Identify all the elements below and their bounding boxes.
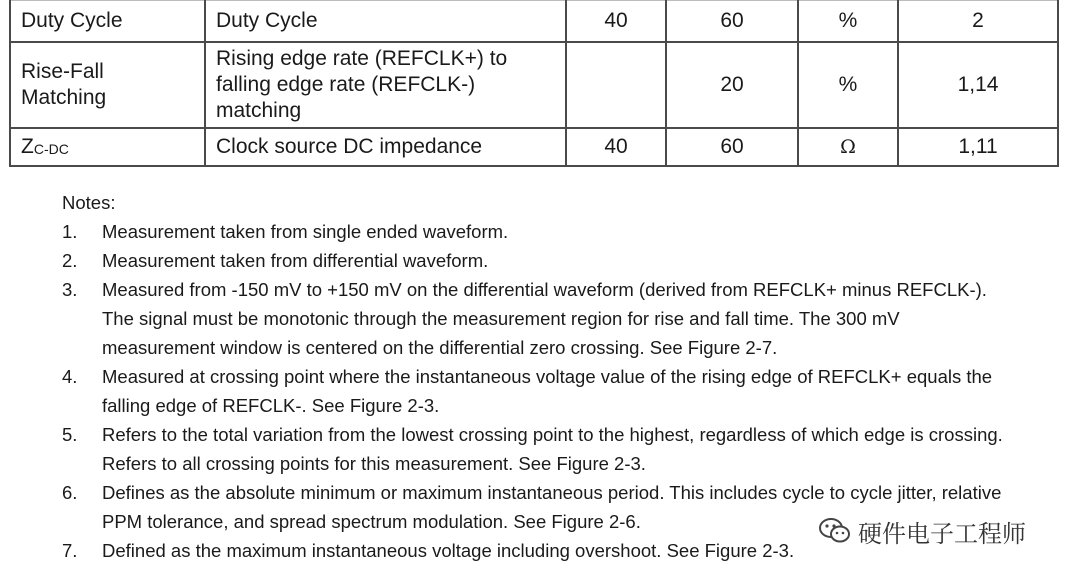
- min-cell: [566, 42, 666, 128]
- symbol-subscript: C-DC: [33, 141, 69, 157]
- note-number: 7.: [62, 540, 78, 561]
- notes-section: [62, 188, 1062, 565]
- note-number: 3.: [62, 279, 78, 300]
- note-item: [62, 362, 1032, 420]
- watermark: [818, 512, 1026, 550]
- note-text: Measurement taken from differential waveform.: [102, 250, 489, 271]
- description-cell: Duty Cycle: [205, 1, 566, 43]
- note-item: [62, 275, 1002, 362]
- description-cell: Clock source DC impedance: [205, 128, 566, 166]
- note-number: 2.: [62, 250, 78, 271]
- note-text: Defined as the maximum instantaneous voltage including overshoot. See Figure 2-3.: [102, 540, 795, 561]
- table-row: [10, 42, 1058, 128]
- unit-cell: Ω: [798, 128, 898, 166]
- note-number: 4.: [62, 366, 78, 387]
- description-cell: Rising edge rate (REFCLK+) to falling edge rate (REFCLK-) matching: [205, 42, 566, 128]
- max-cell: 60: [666, 1, 798, 43]
- note-text: Measurement taken from single ended waveform.: [102, 221, 509, 242]
- note-text: Measured at crossing point where the instantaneous voltage value of the rising edge of REFCLK+ equals the falling edge of REFCLK-. See Figure 2-3.: [102, 366, 993, 416]
- notes-cell: 1,14: [898, 42, 1058, 128]
- symbol-main: Z: [21, 135, 34, 158]
- note-number: 6.: [62, 482, 78, 503]
- max-cell: 60: [666, 128, 798, 166]
- note-number: 1.: [62, 221, 78, 242]
- wechat-icon: [818, 516, 852, 546]
- note-text: Refers to the total variation from the lowest crossing point to the highest, regardless of which edge is crossing. Refers to all crossing points for this measurement. See Figure 2-3.: [102, 424, 1003, 474]
- max-cell: 20: [666, 42, 798, 128]
- unit-cell: %: [798, 1, 898, 43]
- symbol-cell: [10, 128, 205, 166]
- symbol-cell: Duty Cycle: [10, 1, 205, 43]
- notes-cell: 2: [898, 1, 1058, 43]
- spec-table: [9, 0, 1059, 167]
- table-row: [10, 128, 1058, 166]
- note-text: Defines as the absolute minimum or maximum instantaneous period. This includes cycle to cycle jitter, relative PPM tolerance, and spread spectrum modulation. See Figure 2-6.: [102, 482, 1002, 532]
- watermark-text: 硬件电子工程师: [858, 519, 1026, 548]
- notes-cell: 1,11: [898, 128, 1058, 166]
- unit-cell: %: [798, 42, 898, 128]
- min-cell: 40: [566, 128, 666, 166]
- note-item: [62, 420, 1042, 478]
- note-number: 5.: [62, 424, 78, 445]
- table-row: [10, 1, 1058, 43]
- note-item: [62, 217, 1062, 246]
- note-text: Measured from -150 mV to +150 mV on the differential waveform (derived from REFCLK+ minus REFCLK-). The signal must be monotonic through the measurement region for rise and fall time. The 300 mV measurement window is centered on the differential zero crossing. See Figure 2-7.: [102, 279, 987, 358]
- symbol-cell: Rise-Fall Matching: [10, 42, 205, 128]
- notes-heading: Notes:: [62, 192, 116, 213]
- min-cell: 40: [566, 1, 666, 43]
- note-item: [62, 246, 1062, 275]
